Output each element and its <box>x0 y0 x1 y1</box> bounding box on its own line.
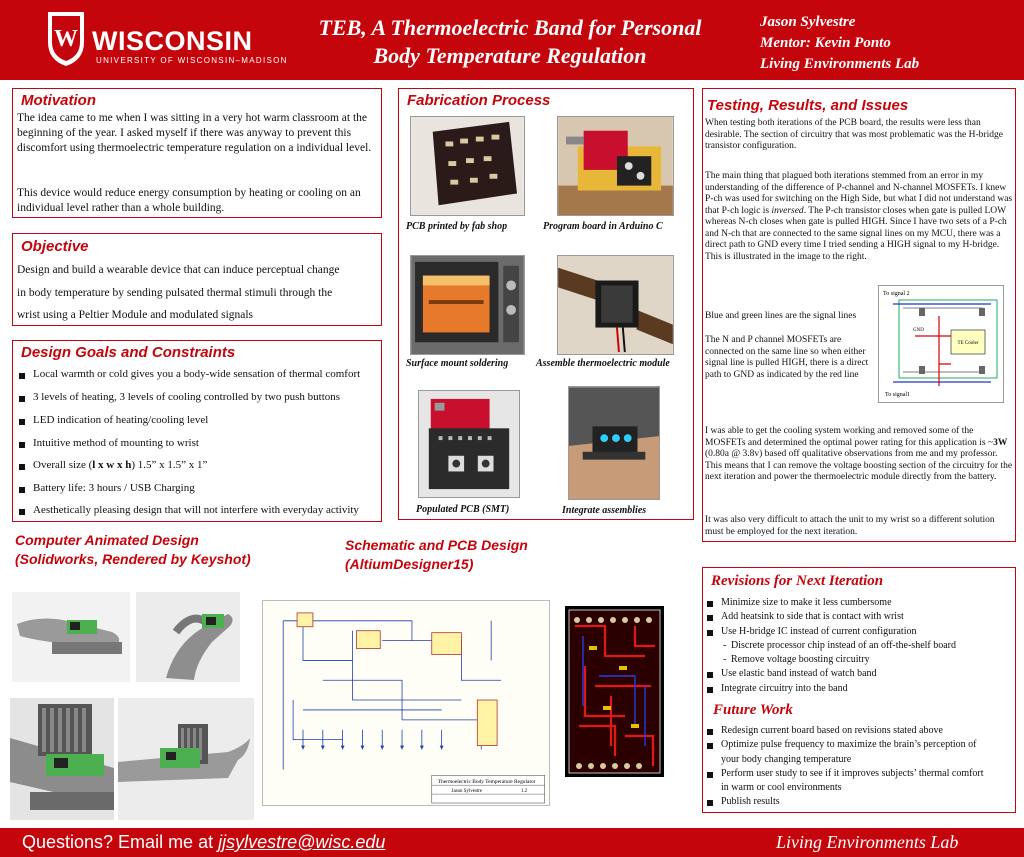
schematic-rev: 1.2 <box>520 789 528 795</box>
caption-smt-soldering: Surface mount soldering <box>406 358 509 369</box>
objective-line-3: wrist using a Peltier Module and modulated signals <box>17 309 254 321</box>
schematic-title-line1: Schematic and PCB Design <box>345 537 528 553</box>
gnd-label: GND <box>913 328 924 333</box>
pcb-layout <box>565 606 664 777</box>
size-dims: l x w x h <box>92 459 132 471</box>
testing-text-5 <box>705 426 1013 484</box>
design-goals-list <box>17 368 360 526</box>
testing-text-2-emphasis: inversed <box>771 205 804 216</box>
list-item: Redesign current board based on revisions stated above <box>705 724 984 738</box>
cad-render-1 <box>12 592 130 682</box>
list-item: Add heatsink to side that is contact with wrist <box>705 610 956 624</box>
list-item: 3 levels of heating, 3 levels of cooling controlled by two push buttons <box>17 391 360 414</box>
testing-text-5-bold: 3W <box>993 437 1008 448</box>
revisions-title: Revisions for Next Iteration <box>711 573 884 589</box>
future-work-title: Future Work <box>713 702 793 718</box>
caption-pcb-printed: PCB printed by fab shop <box>406 221 508 232</box>
footer-question <box>22 832 385 853</box>
schematic-author: Jason Sylvestre <box>451 789 483 795</box>
design-goals-box <box>12 340 382 522</box>
mentor-name: Mentor: Kevin Ponto <box>760 35 891 51</box>
logo-wordmark: WISCONSIN <box>92 26 253 56</box>
cad-render-3 <box>10 698 114 820</box>
list-item-continuation: in warm or cool environments <box>721 782 842 794</box>
cad-render-2 <box>136 592 240 682</box>
future-work-list <box>705 724 984 810</box>
cooler-label: TE Cooler <box>957 341 979 346</box>
cad-title-line1: Computer Animated Design <box>15 532 199 548</box>
thermoelectric-module-photo <box>557 255 674 355</box>
revisions-box <box>702 567 1016 813</box>
objective-line-2: in body temperature by sending pulsated thermal stimuli through the <box>17 287 333 299</box>
author-name: Jason Sylvestre <box>760 14 856 30</box>
svg-text:W: W <box>54 26 78 52</box>
list-item: Intuitive method of mounting to wrist <box>17 437 360 459</box>
circuit-schematic <box>262 600 550 806</box>
list-item: Optimize pulse frequency to maximize the brain’s perception of <box>705 738 984 752</box>
revisions-list <box>705 596 956 696</box>
testing-text-5a: I was able to get the cooling system working and removed some of the MOSFETs and determined the optimal power rating for this application is ~ <box>705 426 994 448</box>
cad-render-4 <box>118 698 254 820</box>
list-item: LED indication of heating/cooling level <box>17 414 360 437</box>
list-item: Minimize size to make it less cumbersome <box>705 596 956 610</box>
testing-text-3: Blue and green lines are the signal lines <box>705 311 857 321</box>
motivation-title: Motivation <box>21 92 96 109</box>
testing-text-4: The N and P channel MOSFETs are connected on the same line so when either signal line is pulled HIGH, there is a direct path to GND as indicated by the red line <box>705 335 869 380</box>
poster-title-line2: Body Temperature Regulation <box>373 43 647 68</box>
list-item: Use elastic band instead of watch band <box>705 667 956 681</box>
schematic-title-line2: (AltiumDesigner15) <box>345 556 474 572</box>
pcb-bare-photo <box>410 116 525 216</box>
list-item: Publish results <box>705 795 984 809</box>
schematic-title-block: Thermoelectric Body Temperature Regulator <box>437 779 536 786</box>
lab-name: Living Environments Lab <box>760 56 920 72</box>
cad-title-line2: (Solidworks, Rendered by Keyshot) <box>15 551 251 567</box>
caption-populated-pcb: Populated PCB (SMT) <box>416 504 510 515</box>
objective-line-1: Design and build a wearable device that can induce perceptual change <box>17 264 340 276</box>
testing-text-2a: The main thing that plagued both iterations stemmed from an error in my understanding of the difference of P-channel and N-channel MOSFETs. I knew P-ch was used for switching on the High Side, but what I did not understand was that P-ch logic is <box>705 171 1013 216</box>
signal1-label: To signal1 <box>885 392 911 398</box>
objective-title: Objective <box>21 238 89 255</box>
motivation-text-1: The idea came to me when I was sitting in a very hot warm classroom at the beginning of the year. I asked myself if there was anyway to prevent this discomfort using thermoelectric temperature regulation on a individual level. <box>17 112 372 154</box>
list-item: - Remove voltage boosting circuitry <box>705 653 956 667</box>
size-suffix: ) 1.5” x 1.5” x 1” <box>131 459 208 471</box>
testing-text-6: It was also very difficult to attach the unit to my wrist so a different solution must be employed for the next iteration. <box>705 515 995 537</box>
email-link[interactable]: jjsylvestre@wisc.edu <box>218 832 386 852</box>
testing-text-2b: . The P-ch transistor closes when gate is pulled LOW whereas N-ch closes when gate is pulled HIGH. Since I have two sets of a P-ch and N-ch that are connected to the same signal lines on my MCU, there was a direct path to GND every time I tried sending a HIGH signal to my H-bridge. This is illustrated in the image to the right. <box>705 205 1007 262</box>
testing-text-1: When testing both iterations of the PCB board, the results were less than desirable. The section of circuitry that was most problematic was the H-bridge transistor configuration. <box>705 118 1003 151</box>
list-item: Battery life: 3 hours / USB Charging <box>17 482 360 504</box>
list-item: Local warmth or cold gives you a body-wide sensation of thermal comfort <box>17 368 360 391</box>
list-item <box>17 459 360 482</box>
list-item: - Discrete processor chip instead of an off-the-shelf board <box>705 639 956 653</box>
signal2-label: To signal 2 <box>883 291 910 297</box>
fabrication-title: Fabrication Process <box>407 92 551 109</box>
populated-pcb-photo <box>418 390 520 498</box>
motivation-box <box>12 88 382 218</box>
toaster-oven-photo <box>410 255 525 355</box>
testing-text-2 <box>705 171 1013 263</box>
footer-lab: Living Environments Lab <box>776 832 959 852</box>
uw-crest-icon <box>44 8 88 68</box>
poster-title-line1: TEB, A Thermoelectric Band for Personal <box>318 15 702 40</box>
list-item: Perform user study to see if it improves subjects’ thermal comfort <box>705 767 984 781</box>
caption-assemble-module: Assemble thermoelectric module <box>536 358 670 369</box>
objective-box <box>12 233 382 326</box>
testing-text-5b: (0.80a @ 3.8v) based off qualitative observations from me and my professor. This means that I can remove the voltage boosting section of the circuitry for the next iteration and power the thermoelectric module directly from the battery. <box>705 449 1013 482</box>
arduino-programming-photo <box>557 116 674 216</box>
list-item: Aesthetically pleasing design that will not interfere with everyday activity <box>17 504 360 526</box>
size-prefix: Overall size ( <box>33 459 93 471</box>
footer-question-text: Questions? Email me at <box>22 832 219 852</box>
design-goals-title: Design Goals and Constraints <box>21 344 236 361</box>
caption-integrate-assemblies: Integrate assemblies <box>562 505 647 516</box>
motivation-text-2: This device would reduce energy consumption by heating or cooling on an individual level rather than a whole building. <box>17 187 361 214</box>
logo-subtitle: UNIVERSITY OF WISCONSIN–MADISON <box>96 56 288 65</box>
caption-program-board: Program board in Arduino C <box>543 221 663 232</box>
testing-title: Testing, Results, and Issues <box>707 97 909 114</box>
integrated-assembly-photo <box>568 386 660 500</box>
list-item: Use H-bridge IC instead of current configuration <box>705 625 956 639</box>
list-item-continuation: your body changing temperature <box>721 753 852 765</box>
list-item: Integrate circuitry into the band <box>705 682 956 696</box>
hbridge-diagram <box>878 285 1004 403</box>
